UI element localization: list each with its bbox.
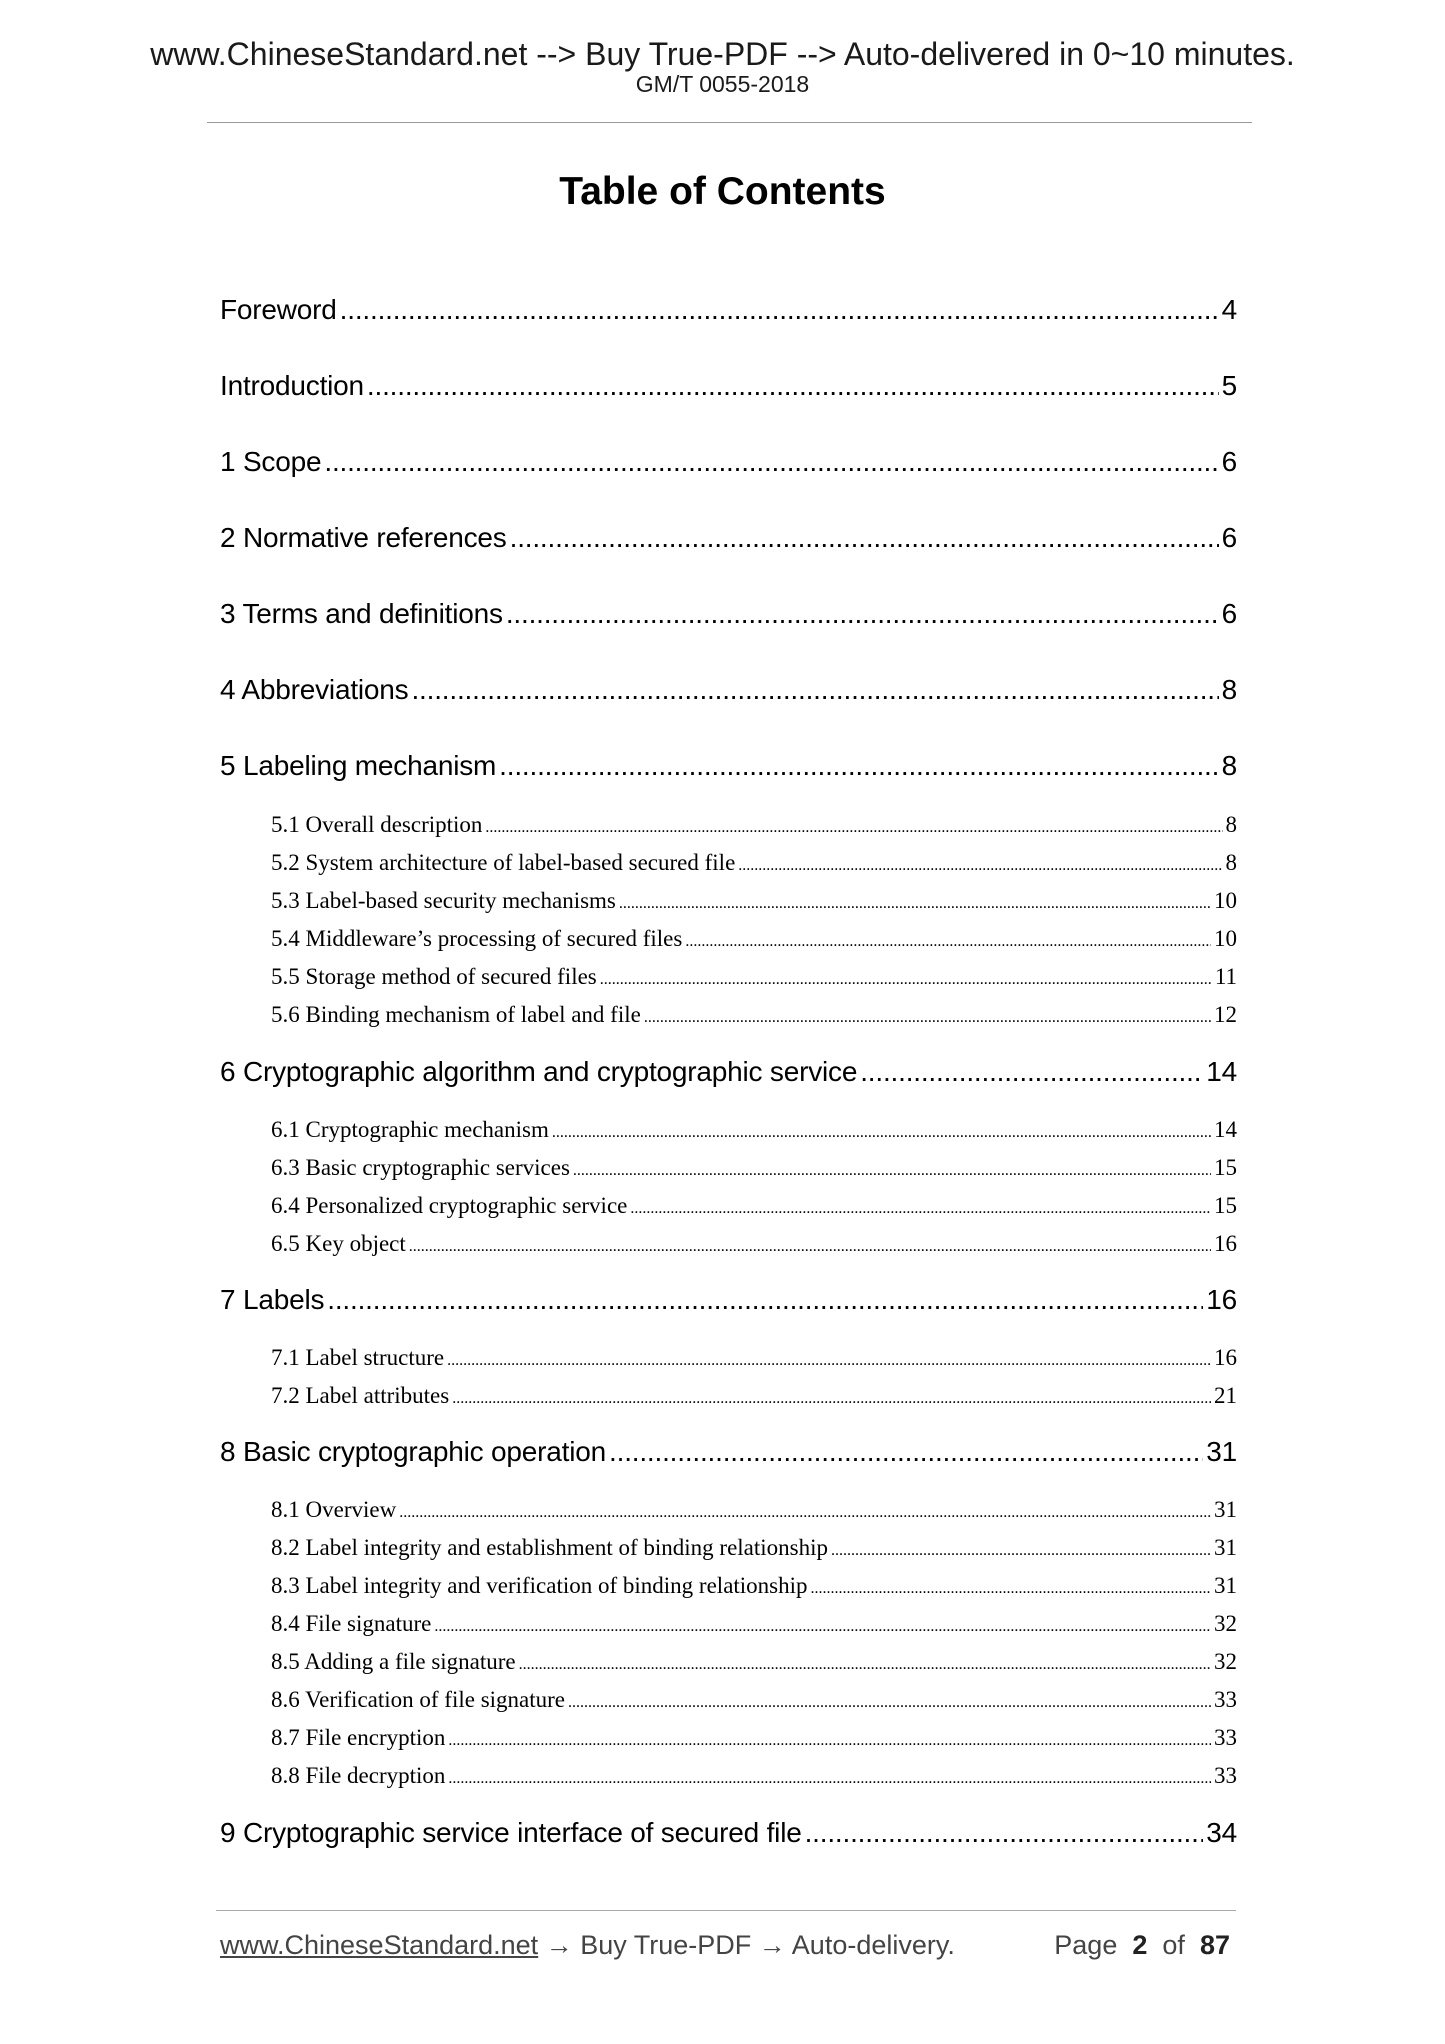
toc-entry-page: 21 xyxy=(1214,1383,1237,1408)
toc-entry-page: 6 xyxy=(1221,446,1237,477)
toc-entry-label: 8.7 File encryption xyxy=(271,1725,446,1750)
toc-subentry[interactable] xyxy=(271,850,1237,876)
toc-entry[interactable] xyxy=(220,1056,1237,1088)
toc-entry-label: 8.1 Overview xyxy=(271,1497,397,1522)
toc-entry[interactable] xyxy=(220,598,1237,630)
current-page-number: 2 xyxy=(1132,1930,1148,1960)
toc-entry-label: 8.3 Label integrity and verification of binding relationship xyxy=(271,1573,808,1598)
toc-entry-label: 8.5 Adding a file signature xyxy=(271,1649,516,1674)
toc-entry-label: Foreword xyxy=(220,294,337,325)
dot-leader xyxy=(738,857,1222,875)
toc-entry-page: 33 xyxy=(1214,1725,1237,1750)
dot-leader xyxy=(447,1352,1211,1370)
toc-entry-page: 12 xyxy=(1214,1002,1237,1027)
dot-leader xyxy=(340,294,1219,326)
toc-subentry[interactable] xyxy=(271,1193,1237,1219)
toc-entry-page: 14 xyxy=(1206,1056,1237,1087)
dot-leader xyxy=(448,1770,1211,1788)
toc-entry[interactable] xyxy=(220,1817,1237,1849)
footer-divider xyxy=(216,1910,1236,1911)
toc-subentry[interactable] xyxy=(271,1611,1237,1637)
toc-subentry[interactable] xyxy=(271,1725,1237,1751)
toc-entry-label: 1 Scope xyxy=(220,446,322,477)
dot-leader xyxy=(434,1618,1211,1636)
toc-subentry[interactable] xyxy=(271,1345,1237,1371)
toc-subentry[interactable] xyxy=(271,1497,1237,1523)
toc-entry-page: 14 xyxy=(1214,1117,1237,1142)
dot-leader xyxy=(411,674,1218,706)
toc-subentry[interactable] xyxy=(271,1117,1237,1143)
footer-delivery-text: Auto-delivery. xyxy=(791,1930,955,1960)
toc-entry-label: 5.5 Storage method of secured files xyxy=(271,964,597,989)
toc-entry-page: 33 xyxy=(1214,1763,1237,1788)
toc-entry-label: 8.8 File decryption xyxy=(271,1763,446,1788)
dot-leader xyxy=(552,1124,1211,1142)
toc-subentry[interactable] xyxy=(271,926,1237,952)
dot-leader xyxy=(685,933,1211,951)
toc-subentry[interactable] xyxy=(271,964,1237,990)
dot-leader xyxy=(327,1284,1203,1316)
toc-entry-label: 8 Basic cryptographic operation xyxy=(220,1436,607,1467)
toc-entry-label: 3 Terms and definitions xyxy=(220,598,503,629)
page-counter xyxy=(1054,1932,1230,1959)
dot-leader xyxy=(573,1162,1211,1180)
toc-entry-label: 5.4 Middleware’s processing of secured files xyxy=(271,926,683,951)
toc-subentry[interactable] xyxy=(271,812,1237,838)
toc-entry-page: 4 xyxy=(1221,294,1237,325)
toc-subentry[interactable] xyxy=(271,1383,1237,1409)
toc-entry-page: 16 xyxy=(1214,1345,1237,1370)
toc-entry-page: 6 xyxy=(1221,598,1237,629)
dot-leader xyxy=(506,598,1219,630)
toc-entry-page: 31 xyxy=(1214,1573,1237,1598)
toc-entry-label: 8.4 File signature xyxy=(271,1611,432,1636)
toc-entry-label: 5.3 Label-based security mechanisms xyxy=(271,888,616,913)
toc-entry-label: 6.3 Basic cryptographic services xyxy=(271,1155,570,1180)
toc-subentry[interactable] xyxy=(271,1002,1237,1028)
toc-entry-label: 4 Abbreviations xyxy=(220,674,409,705)
toc-entry-page: 16 xyxy=(1206,1284,1237,1315)
toc-entry-label: Introduction xyxy=(220,370,364,401)
toc-entry-page: 32 xyxy=(1214,1649,1237,1674)
toc-entry-page: 8 xyxy=(1225,850,1237,875)
dot-leader xyxy=(452,1390,1211,1408)
dot-leader xyxy=(519,1656,1211,1674)
toc-subentry[interactable] xyxy=(271,1155,1237,1181)
footer-buy-text: Buy True-PDF xyxy=(580,1930,752,1960)
toc-entry[interactable] xyxy=(220,370,1237,402)
toc-entry-label: 5.6 Binding mechanism of label and file xyxy=(271,1002,641,1027)
dot-leader xyxy=(860,1056,1203,1088)
toc-entry-page: 32 xyxy=(1214,1611,1237,1636)
toc-entry[interactable] xyxy=(220,522,1237,554)
dot-leader xyxy=(831,1542,1211,1560)
toc-entry[interactable] xyxy=(220,294,1237,326)
toc-entry-label: 5.1 Overall description xyxy=(271,812,483,837)
toc-entry-label: 5 Labeling mechanism xyxy=(220,750,497,781)
arrow-right-icon: → xyxy=(545,1930,573,1960)
toc-entry[interactable] xyxy=(220,1284,1237,1316)
toc-entry[interactable] xyxy=(220,750,1237,782)
toc-entry-page: 34 xyxy=(1206,1817,1237,1848)
toc-entry-page: 6 xyxy=(1221,522,1237,553)
dot-leader xyxy=(619,895,1211,913)
toc-entry-page: 33 xyxy=(1214,1687,1237,1712)
dot-leader xyxy=(499,750,1218,782)
toc-subentry[interactable] xyxy=(271,1763,1237,1789)
toc-entry[interactable] xyxy=(220,446,1237,478)
toc-entry-label: 5.2 System architecture of label-based secured file xyxy=(271,850,736,875)
toc-entry-label: 7.1 Label structure xyxy=(271,1345,445,1370)
dot-leader xyxy=(409,1238,1211,1256)
dot-leader xyxy=(609,1436,1203,1468)
toc-subentry[interactable] xyxy=(271,1535,1237,1561)
dot-leader xyxy=(805,1817,1204,1849)
dot-leader xyxy=(485,819,1222,837)
toc-entry-label: 8.2 Label integrity and establishment of binding relationship xyxy=(271,1535,828,1560)
page-word: Page xyxy=(1054,1930,1118,1960)
toc-subentry[interactable] xyxy=(271,1573,1237,1599)
document-code: GM/T 0055-2018 xyxy=(635,71,810,97)
toc-subentry[interactable] xyxy=(271,1687,1237,1713)
toc-entry-page: 15 xyxy=(1214,1155,1237,1180)
dot-leader xyxy=(448,1732,1211,1750)
toc-subentry[interactable] xyxy=(271,888,1237,914)
toc-entry-label: 2 Normative references xyxy=(220,522,507,553)
toc-entry-label: 7 Labels xyxy=(220,1284,325,1315)
toc-subentry[interactable] xyxy=(271,1649,1237,1675)
toc-entry-label: 7.2 Label attributes xyxy=(271,1383,450,1408)
dot-leader xyxy=(367,370,1219,402)
dot-leader xyxy=(630,1200,1211,1218)
toc-entry-page: 31 xyxy=(1206,1436,1237,1467)
of-word: of xyxy=(1162,1930,1185,1960)
toc-entry-label: 6.5 Key object xyxy=(271,1231,406,1256)
toc-entry-page: 8 xyxy=(1221,750,1237,781)
dot-leader xyxy=(811,1580,1211,1598)
dot-leader xyxy=(600,971,1212,989)
dot-leader xyxy=(324,446,1218,478)
toc-entry-page: 5 xyxy=(1221,370,1237,401)
toc-entry-page: 31 xyxy=(1214,1535,1237,1560)
toc-entry-label: 8.6 Verification of file signature xyxy=(271,1687,566,1712)
dot-leader xyxy=(644,1009,1211,1027)
page-title: Table of Contents xyxy=(559,170,886,213)
toc-subentry[interactable] xyxy=(271,1231,1237,1257)
toc-entry-label: 6 Cryptographic algorithm and cryptographic service xyxy=(220,1056,858,1087)
toc-entry-label: 6.1 Cryptographic mechanism xyxy=(271,1117,549,1142)
top-banner[interactable]: www.ChineseStandard.net --> Buy True-PDF --> Auto-delivered in 0~10 minutes. xyxy=(150,36,1295,72)
dot-leader xyxy=(399,1504,1211,1522)
toc-entry[interactable] xyxy=(220,674,1237,706)
total-page-count: 87 xyxy=(1199,1930,1230,1960)
toc-entry-page: 16 xyxy=(1214,1231,1237,1256)
toc-entry-label: 6.4 Personalized cryptographic service xyxy=(271,1193,628,1218)
toc-entry-page: 11 xyxy=(1214,964,1237,989)
toc-entry-page: 8 xyxy=(1225,812,1237,837)
toc-entry-page: 10 xyxy=(1214,926,1237,951)
toc-entry-page: 15 xyxy=(1214,1193,1237,1218)
toc-entry[interactable] xyxy=(220,1436,1237,1468)
toc-entry-page: 8 xyxy=(1221,674,1237,705)
footer-site-link[interactable]: www.ChineseStandard.net xyxy=(220,1930,539,1960)
toc-entry-label: 9 Cryptographic service interface of secured file xyxy=(220,1817,802,1848)
toc-entry-page: 10 xyxy=(1214,888,1237,913)
footer-promo xyxy=(220,1932,955,1959)
dot-leader xyxy=(510,522,1219,554)
dot-leader xyxy=(568,1694,1211,1712)
arrow-right-icon: → xyxy=(758,1930,786,1960)
toc-entry-page: 31 xyxy=(1214,1497,1237,1522)
